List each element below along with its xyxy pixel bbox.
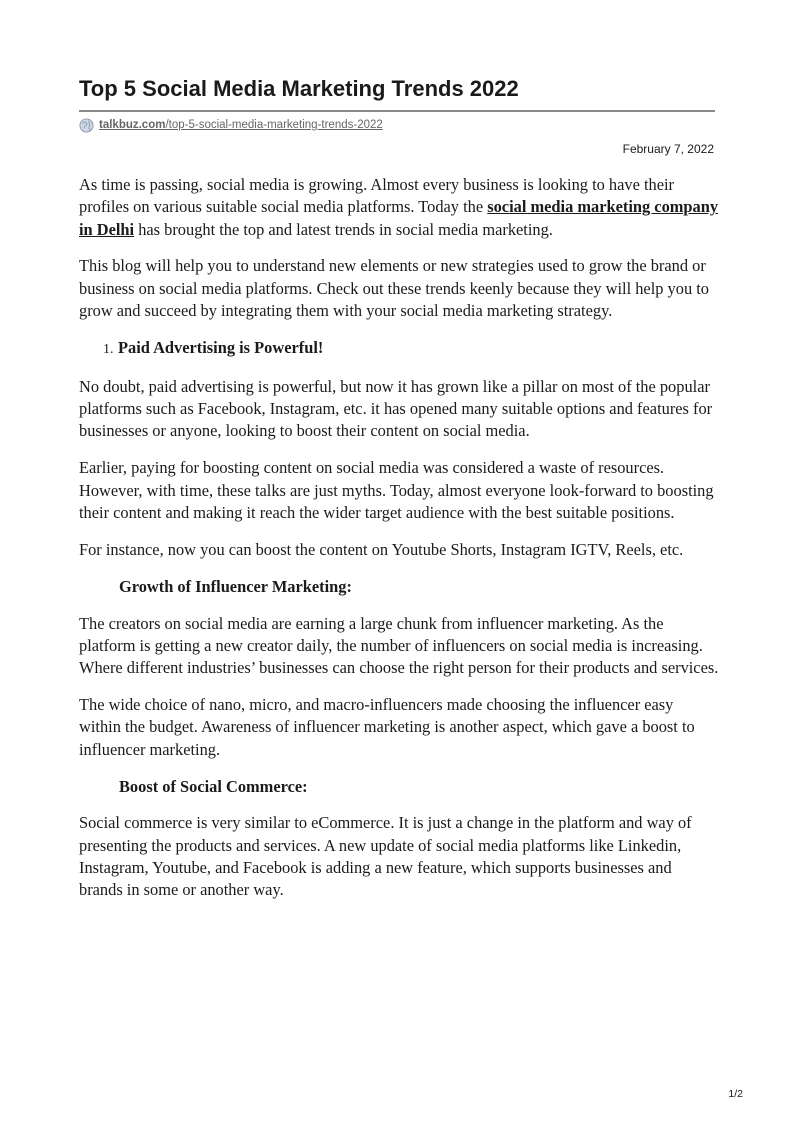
globe-icon: [79, 118, 94, 133]
section-2-paragraph-2: The wide choice of nano, micro, and macro-influencers made choosing the influencer easy within the budget. Awareness of influencer marketing is another aspect, which gave a boost to influencer marketing.: [79, 695, 695, 759]
source-line: [79, 117, 383, 133]
section-2-heading: Growth of Influencer Marketing:: [119, 576, 352, 596]
section-2-paragraph-1: The creators on social media are earning a large chunk from influencer marketing. As the platform is getting a new creator daily, the number of influencers on social media is increasing. Where different industries’ businesses can choose the right person for their products and services.: [79, 613, 719, 678]
page-title: Top 5 Social Media Marketing Trends 2022: [79, 76, 519, 101]
source-domain: talkbuz.com: [99, 119, 166, 131]
company-link[interactable]: social media marketing company in Delhi: [79, 197, 719, 239]
title-divider: [79, 110, 715, 112]
section-3-paragraph-1: Social commerce is very similar to eCommerce. It is just a change in the platform and way of presenting the products and services. A new update of social media platforms like Linkedin, Instagram, Youtube, and Facebook is adding a new feature, which supports businesses and brands in some or another way.: [79, 813, 692, 900]
section-1-heading-text: Paid Advertising is Powerful!: [118, 337, 324, 357]
source-path: /top-5-social-media-marketing-trends-2022: [165, 119, 383, 131]
intro-text-after: has brought the top and latest trends in social media marketing.: [134, 219, 553, 239]
section-1-paragraph-1: No doubt, paid advertising is powerful, but now it has grown like a pillar on most of the popular platforms such as Facebook, Instagram, etc. it has opened many suitable options and features for businesses or anyone, looking to boost their content on social media.: [79, 376, 713, 441]
intro-paragraph-2: This blog will help you to understand new elements or new strategies used to grow the brand or business on social media platforms. Check out these trends keenly because they will help you to grow and succeed by integrating them with your social media marketing strategy.: [79, 256, 709, 321]
intro-paragraph-1: [79, 174, 719, 241]
section-1-heading: [79, 337, 719, 361]
page-indicator: 1/2: [728, 1088, 743, 1100]
intro-text-before: As time is passing, social media is growing. Almost every business is looking to have their profiles on various suitable social media platforms. Today the: [79, 175, 675, 217]
section-1-paragraph-3: For instance, now you can boost the content on Youtube Shorts, Instagram IGTV, Reels, etc.: [79, 539, 684, 559]
section-1-number: 1.: [103, 341, 114, 357]
article-body: [79, 174, 719, 916]
source-link[interactable]: [99, 119, 383, 131]
section-3-heading: Boost of Social Commerce:: [119, 776, 308, 796]
section-1-paragraph-2: Earlier, paying for boosting content on social media was considered a waste of resources. However, with time, these talks are just myths. Today, almost everyone look-forward to boosting their content and making it reach the wider target audience with the best suitable positions.: [79, 458, 714, 522]
publish-date: February 7, 2022: [622, 142, 714, 156]
